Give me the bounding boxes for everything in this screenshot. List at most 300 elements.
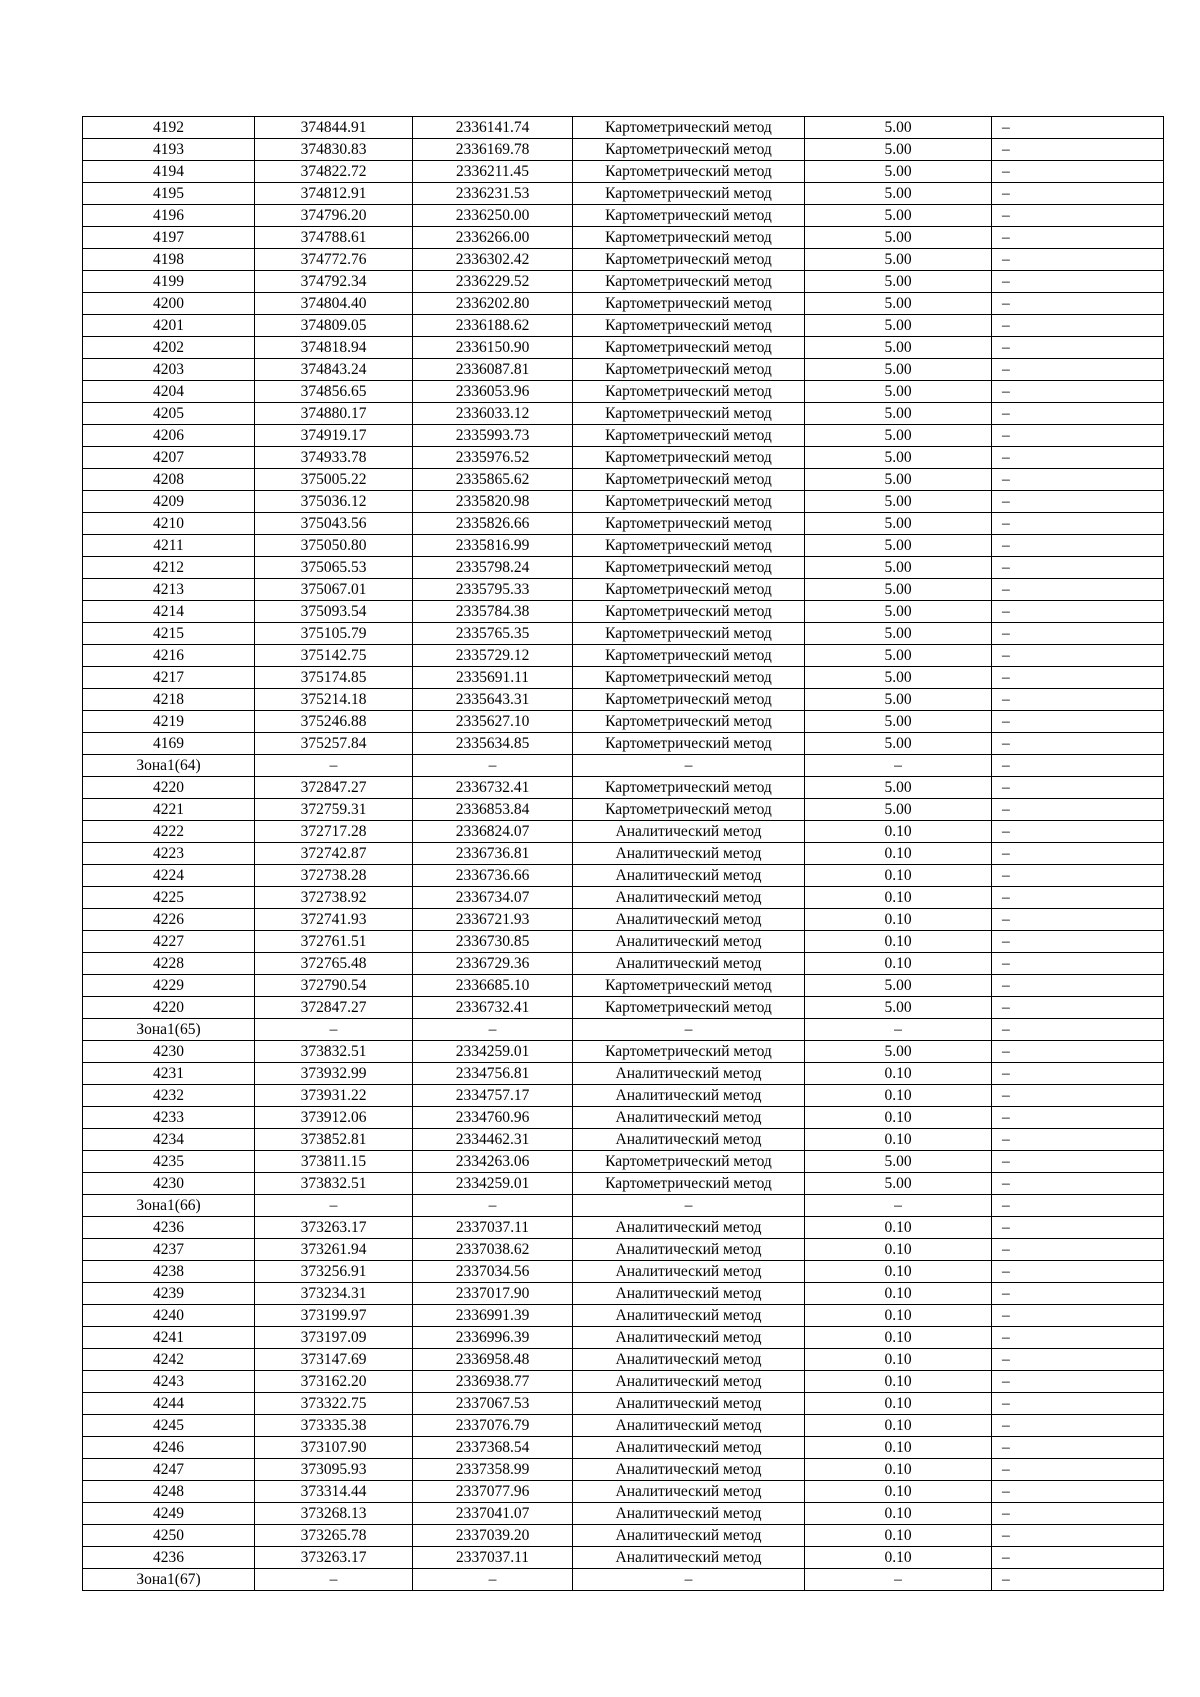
point-number-cell: 4240: [83, 1305, 255, 1327]
x-coordinate-cell: 375246.88: [255, 711, 413, 733]
accuracy-cell: 5.00: [805, 469, 992, 491]
table-row: [83, 513, 1164, 535]
y-coordinate-cell: 2336853.84: [413, 799, 573, 821]
y-coordinate-cell: 2335816.99: [413, 535, 573, 557]
method-cell: –: [573, 1195, 805, 1217]
description-cell: –: [992, 1283, 1164, 1305]
description-cell: –: [992, 689, 1164, 711]
y-coordinate-cell: 2336188.62: [413, 315, 573, 337]
zone-separator-row: [83, 755, 1164, 777]
method-cell: Картометрический метод: [573, 513, 805, 535]
accuracy-cell: 0.10: [805, 1415, 992, 1437]
method-cell: Аналитический метод: [573, 1393, 805, 1415]
description-cell: –: [992, 1459, 1164, 1481]
table-row: [83, 1129, 1164, 1151]
accuracy-cell: 5.00: [805, 535, 992, 557]
zone-separator-row: [83, 1019, 1164, 1041]
point-number-cell: 4224: [83, 865, 255, 887]
method-cell: Аналитический метод: [573, 1437, 805, 1459]
y-coordinate-cell: 2336729.36: [413, 953, 573, 975]
accuracy-cell: 5.00: [805, 997, 992, 1019]
point-number-cell: 4203: [83, 359, 255, 381]
x-coordinate-cell: 374933.78: [255, 447, 413, 469]
accuracy-cell: 0.10: [805, 1547, 992, 1569]
point-number-cell: 4247: [83, 1459, 255, 1481]
accuracy-cell: 5.00: [805, 337, 992, 359]
table-row: [83, 623, 1164, 645]
description-cell: –: [992, 469, 1164, 491]
x-coordinate-cell: –: [255, 1569, 413, 1591]
y-coordinate-cell: 2337358.99: [413, 1459, 573, 1481]
x-coordinate-cell: 373912.06: [255, 1107, 413, 1129]
accuracy-cell: –: [805, 1569, 992, 1591]
y-coordinate-cell: 2336991.39: [413, 1305, 573, 1327]
accuracy-cell: 0.10: [805, 1349, 992, 1371]
accuracy-cell: 0.10: [805, 821, 992, 843]
point-number-cell: 4214: [83, 601, 255, 623]
point-number-cell: Зона1(64): [83, 755, 255, 777]
accuracy-cell: 5.00: [805, 403, 992, 425]
method-cell: Картометрический метод: [573, 645, 805, 667]
accuracy-cell: 0.10: [805, 1437, 992, 1459]
table-row: [83, 315, 1164, 337]
y-coordinate-cell: 2336211.45: [413, 161, 573, 183]
description-cell: –: [992, 1481, 1164, 1503]
table-row: [83, 953, 1164, 975]
y-coordinate-cell: 2337037.11: [413, 1217, 573, 1239]
y-coordinate-cell: 2337017.90: [413, 1283, 573, 1305]
point-number-cell: Зона1(65): [83, 1019, 255, 1041]
y-coordinate-cell: 2337034.56: [413, 1261, 573, 1283]
description-cell: –: [992, 1173, 1164, 1195]
description-cell: –: [992, 755, 1164, 777]
description-cell: –: [992, 1195, 1164, 1217]
table-row: [83, 645, 1164, 667]
description-cell: –: [992, 1393, 1164, 1415]
table-row: [83, 1173, 1164, 1195]
y-coordinate-cell: –: [413, 1569, 573, 1591]
y-coordinate-cell: 2337037.11: [413, 1547, 573, 1569]
point-number-cell: 4249: [83, 1503, 255, 1525]
accuracy-cell: 0.10: [805, 1107, 992, 1129]
description-cell: –: [992, 1415, 1164, 1437]
table-row: [83, 271, 1164, 293]
point-number-cell: 4202: [83, 337, 255, 359]
accuracy-cell: 0.10: [805, 1503, 992, 1525]
x-coordinate-cell: 372847.27: [255, 997, 413, 1019]
y-coordinate-cell: 2334756.81: [413, 1063, 573, 1085]
accuracy-cell: 0.10: [805, 1239, 992, 1261]
method-cell: Аналитический метод: [573, 1129, 805, 1151]
y-coordinate-cell: 2335627.10: [413, 711, 573, 733]
x-coordinate-cell: 374830.83: [255, 139, 413, 161]
method-cell: Аналитический метод: [573, 1305, 805, 1327]
method-cell: Аналитический метод: [573, 1261, 805, 1283]
x-coordinate-cell: 375174.85: [255, 667, 413, 689]
point-number-cell: 4192: [83, 117, 255, 139]
method-cell: Картометрический метод: [573, 183, 805, 205]
point-number-cell: 4193: [83, 139, 255, 161]
accuracy-cell: 5.00: [805, 139, 992, 161]
description-cell: –: [992, 557, 1164, 579]
y-coordinate-cell: 2336202.80: [413, 293, 573, 315]
y-coordinate-cell: 2335865.62: [413, 469, 573, 491]
description-cell: –: [992, 579, 1164, 601]
point-number-cell: 4220: [83, 997, 255, 1019]
point-number-cell: 4229: [83, 975, 255, 997]
description-cell: –: [992, 249, 1164, 271]
accuracy-cell: 0.10: [805, 953, 992, 975]
x-coordinate-cell: 374772.76: [255, 249, 413, 271]
description-cell: –: [992, 1349, 1164, 1371]
table-row: [83, 667, 1164, 689]
y-coordinate-cell: 2336732.41: [413, 777, 573, 799]
table-row: [83, 1481, 1164, 1503]
table-row: [83, 1459, 1164, 1481]
accuracy-cell: 0.10: [805, 887, 992, 909]
point-number-cell: 4227: [83, 931, 255, 953]
point-number-cell: 4250: [83, 1525, 255, 1547]
y-coordinate-cell: 2336229.52: [413, 271, 573, 293]
method-cell: Картометрический метод: [573, 139, 805, 161]
point-number-cell: 4219: [83, 711, 255, 733]
point-number-cell: 4206: [83, 425, 255, 447]
point-number-cell: 4248: [83, 1481, 255, 1503]
table-row: [83, 1371, 1164, 1393]
point-number-cell: 4207: [83, 447, 255, 469]
x-coordinate-cell: 372741.93: [255, 909, 413, 931]
y-coordinate-cell: 2336266.00: [413, 227, 573, 249]
point-number-cell: 4211: [83, 535, 255, 557]
y-coordinate-cell: 2335765.35: [413, 623, 573, 645]
x-coordinate-cell: 373832.51: [255, 1173, 413, 1195]
point-number-cell: 4201: [83, 315, 255, 337]
x-coordinate-cell: 372717.28: [255, 821, 413, 843]
zone-separator-row: [83, 1569, 1164, 1591]
x-coordinate-cell: –: [255, 755, 413, 777]
point-number-cell: 4235: [83, 1151, 255, 1173]
x-coordinate-cell: 375065.53: [255, 557, 413, 579]
method-cell: Картометрический метод: [573, 601, 805, 623]
point-number-cell: Зона1(66): [83, 1195, 255, 1217]
x-coordinate-cell: 373095.93: [255, 1459, 413, 1481]
table-row: [83, 1305, 1164, 1327]
point-number-cell: 4169: [83, 733, 255, 755]
accuracy-cell: 5.00: [805, 271, 992, 293]
table-row: [83, 689, 1164, 711]
x-coordinate-cell: 374812.91: [255, 183, 413, 205]
description-cell: –: [992, 491, 1164, 513]
coordinates-table: [82, 116, 1164, 1591]
description-cell: –: [992, 315, 1164, 337]
x-coordinate-cell: 375050.80: [255, 535, 413, 557]
method-cell: Картометрический метод: [573, 425, 805, 447]
x-coordinate-cell: 373197.09: [255, 1327, 413, 1349]
accuracy-cell: 5.00: [805, 117, 992, 139]
point-number-cell: 4238: [83, 1261, 255, 1283]
x-coordinate-cell: –: [255, 1019, 413, 1041]
x-coordinate-cell: 374844.91: [255, 117, 413, 139]
method-cell: Аналитический метод: [573, 909, 805, 931]
x-coordinate-cell: 373234.31: [255, 1283, 413, 1305]
table-row: [83, 1085, 1164, 1107]
point-number-cell: 4244: [83, 1393, 255, 1415]
y-coordinate-cell: –: [413, 1019, 573, 1041]
table-row: [83, 579, 1164, 601]
method-cell: –: [573, 1569, 805, 1591]
accuracy-cell: 0.10: [805, 1283, 992, 1305]
method-cell: Аналитический метод: [573, 1107, 805, 1129]
y-coordinate-cell: 2336732.41: [413, 997, 573, 1019]
method-cell: Аналитический метод: [573, 1217, 805, 1239]
table-row: [83, 1283, 1164, 1305]
coordinates-table-body: [83, 117, 1164, 1591]
accuracy-cell: 5.00: [805, 359, 992, 381]
accuracy-cell: 5.00: [805, 1041, 992, 1063]
y-coordinate-cell: 2336169.78: [413, 139, 573, 161]
point-number-cell: 4197: [83, 227, 255, 249]
description-cell: –: [992, 843, 1164, 865]
y-coordinate-cell: 2335634.85: [413, 733, 573, 755]
x-coordinate-cell: 372847.27: [255, 777, 413, 799]
method-cell: Картометрический метод: [573, 403, 805, 425]
description-cell: –: [992, 293, 1164, 315]
method-cell: Аналитический метод: [573, 1525, 805, 1547]
x-coordinate-cell: 373852.81: [255, 1129, 413, 1151]
y-coordinate-cell: 2336958.48: [413, 1349, 573, 1371]
description-cell: –: [992, 975, 1164, 997]
x-coordinate-cell: 375142.75: [255, 645, 413, 667]
description-cell: –: [992, 425, 1164, 447]
table-row: [83, 293, 1164, 315]
description-cell: –: [992, 227, 1164, 249]
method-cell: Аналитический метод: [573, 931, 805, 953]
zone-separator-row: [83, 1195, 1164, 1217]
accuracy-cell: 0.10: [805, 865, 992, 887]
x-coordinate-cell: 372738.28: [255, 865, 413, 887]
x-coordinate-cell: 374919.17: [255, 425, 413, 447]
method-cell: Картометрический метод: [573, 711, 805, 733]
x-coordinate-cell: 373322.75: [255, 1393, 413, 1415]
x-coordinate-cell: 373811.15: [255, 1151, 413, 1173]
point-number-cell: 4236: [83, 1547, 255, 1569]
description-cell: –: [992, 777, 1164, 799]
y-coordinate-cell: 2336996.39: [413, 1327, 573, 1349]
table-row: [83, 711, 1164, 733]
description-cell: –: [992, 1063, 1164, 1085]
y-coordinate-cell: 2336685.10: [413, 975, 573, 997]
method-cell: Картометрический метод: [573, 271, 805, 293]
description-cell: –: [992, 1217, 1164, 1239]
description-cell: –: [992, 337, 1164, 359]
description-cell: –: [992, 601, 1164, 623]
table-row: [83, 249, 1164, 271]
y-coordinate-cell: 2336824.07: [413, 821, 573, 843]
x-coordinate-cell: 374822.72: [255, 161, 413, 183]
table-row: [83, 491, 1164, 513]
x-coordinate-cell: 373263.17: [255, 1547, 413, 1569]
table-row: [83, 1327, 1164, 1349]
x-coordinate-cell: 375093.54: [255, 601, 413, 623]
point-number-cell: 4226: [83, 909, 255, 931]
accuracy-cell: 0.10: [805, 1085, 992, 1107]
description-cell: –: [992, 821, 1164, 843]
table-row: [83, 1041, 1164, 1063]
x-coordinate-cell: 375214.18: [255, 689, 413, 711]
accuracy-cell: 5.00: [805, 381, 992, 403]
method-cell: Аналитический метод: [573, 1459, 805, 1481]
point-number-cell: 4216: [83, 645, 255, 667]
y-coordinate-cell: 2335820.98: [413, 491, 573, 513]
accuracy-cell: 5.00: [805, 711, 992, 733]
description-cell: –: [992, 1261, 1164, 1283]
x-coordinate-cell: 375036.12: [255, 491, 413, 513]
point-number-cell: 4236: [83, 1217, 255, 1239]
table-row: [83, 733, 1164, 755]
table-row: [83, 139, 1164, 161]
method-cell: Картометрический метод: [573, 249, 805, 271]
table-row: [83, 1063, 1164, 1085]
x-coordinate-cell: 372759.31: [255, 799, 413, 821]
description-cell: –: [992, 183, 1164, 205]
description-cell: –: [992, 711, 1164, 733]
table-row: [83, 1437, 1164, 1459]
accuracy-cell: 5.00: [805, 579, 992, 601]
accuracy-cell: 5.00: [805, 777, 992, 799]
description-cell: –: [992, 271, 1164, 293]
method-cell: Картометрический метод: [573, 293, 805, 315]
accuracy-cell: 5.00: [805, 667, 992, 689]
x-coordinate-cell: 375067.01: [255, 579, 413, 601]
description-cell: –: [992, 1239, 1164, 1261]
y-coordinate-cell: 2335691.11: [413, 667, 573, 689]
point-number-cell: 4220: [83, 777, 255, 799]
table-row: [83, 821, 1164, 843]
point-number-cell: 4241: [83, 1327, 255, 1349]
y-coordinate-cell: 2336033.12: [413, 403, 573, 425]
accuracy-cell: 5.00: [805, 975, 992, 997]
point-number-cell: 4196: [83, 205, 255, 227]
description-cell: –: [992, 1371, 1164, 1393]
point-number-cell: 4212: [83, 557, 255, 579]
description-cell: –: [992, 909, 1164, 931]
table-row: [83, 975, 1164, 997]
y-coordinate-cell: 2335784.38: [413, 601, 573, 623]
method-cell: Картометрический метод: [573, 381, 805, 403]
point-number-cell: 4245: [83, 1415, 255, 1437]
table-row: [83, 887, 1164, 909]
y-coordinate-cell: 2337038.62: [413, 1239, 573, 1261]
point-number-cell: 4239: [83, 1283, 255, 1305]
accuracy-cell: 5.00: [805, 1151, 992, 1173]
table-row: [83, 535, 1164, 557]
method-cell: Картометрический метод: [573, 161, 805, 183]
point-number-cell: 4195: [83, 183, 255, 205]
accuracy-cell: –: [805, 1195, 992, 1217]
description-cell: –: [992, 1129, 1164, 1151]
description-cell: –: [992, 953, 1164, 975]
y-coordinate-cell: 2336141.74: [413, 117, 573, 139]
accuracy-cell: 5.00: [805, 799, 992, 821]
x-coordinate-cell: 372742.87: [255, 843, 413, 865]
x-coordinate-cell: 374843.24: [255, 359, 413, 381]
method-cell: Аналитический метод: [573, 1239, 805, 1261]
description-cell: –: [992, 667, 1164, 689]
y-coordinate-cell: –: [413, 755, 573, 777]
point-number-cell: 4230: [83, 1041, 255, 1063]
description-cell: –: [992, 1107, 1164, 1129]
y-coordinate-cell: 2334760.96: [413, 1107, 573, 1129]
x-coordinate-cell: 373932.99: [255, 1063, 413, 1085]
point-number-cell: 4194: [83, 161, 255, 183]
x-coordinate-cell: 373832.51: [255, 1041, 413, 1063]
point-number-cell: 4217: [83, 667, 255, 689]
point-number-cell: 4228: [83, 953, 255, 975]
method-cell: Аналитический метод: [573, 1371, 805, 1393]
description-cell: –: [992, 117, 1164, 139]
accuracy-cell: 0.10: [805, 931, 992, 953]
description-cell: –: [992, 1041, 1164, 1063]
method-cell: Картометрический метод: [573, 623, 805, 645]
description-cell: –: [992, 381, 1164, 403]
y-coordinate-cell: 2335798.24: [413, 557, 573, 579]
point-number-cell: 4223: [83, 843, 255, 865]
y-coordinate-cell: 2336231.53: [413, 183, 573, 205]
description-cell: –: [992, 865, 1164, 887]
point-number-cell: 4237: [83, 1239, 255, 1261]
x-coordinate-cell: 373256.91: [255, 1261, 413, 1283]
y-coordinate-cell: 2336250.00: [413, 205, 573, 227]
point-number-cell: 4210: [83, 513, 255, 535]
method-cell: Аналитический метод: [573, 953, 805, 975]
method-cell: Аналитический метод: [573, 1327, 805, 1349]
table-row: [83, 865, 1164, 887]
description-cell: –: [992, 887, 1164, 909]
table-row: [83, 425, 1164, 447]
y-coordinate-cell: 2334462.31: [413, 1129, 573, 1151]
x-coordinate-cell: 374809.05: [255, 315, 413, 337]
table-row: [83, 205, 1164, 227]
table-row: [83, 1525, 1164, 1547]
description-cell: –: [992, 931, 1164, 953]
y-coordinate-cell: 2336730.85: [413, 931, 573, 953]
point-number-cell: Зона1(67): [83, 1569, 255, 1591]
x-coordinate-cell: 373268.13: [255, 1503, 413, 1525]
accuracy-cell: 5.00: [805, 183, 992, 205]
method-cell: Аналитический метод: [573, 1283, 805, 1305]
x-coordinate-cell: 372790.54: [255, 975, 413, 997]
method-cell: Аналитический метод: [573, 1415, 805, 1437]
x-coordinate-cell: 374880.17: [255, 403, 413, 425]
description-cell: –: [992, 205, 1164, 227]
table-row: [83, 1415, 1164, 1437]
accuracy-cell: 5.00: [805, 249, 992, 271]
x-coordinate-cell: 375105.79: [255, 623, 413, 645]
table-row: [83, 909, 1164, 931]
accuracy-cell: 5.00: [805, 447, 992, 469]
method-cell: Аналитический метод: [573, 1085, 805, 1107]
y-coordinate-cell: 2336734.07: [413, 887, 573, 909]
y-coordinate-cell: 2336938.77: [413, 1371, 573, 1393]
table-row: [83, 161, 1164, 183]
table-row: [83, 117, 1164, 139]
y-coordinate-cell: 2335795.33: [413, 579, 573, 601]
method-cell: Аналитический метод: [573, 887, 805, 909]
method-cell: Картометрический метод: [573, 1173, 805, 1195]
point-number-cell: 4208: [83, 469, 255, 491]
table-row: [83, 777, 1164, 799]
description-cell: –: [992, 733, 1164, 755]
